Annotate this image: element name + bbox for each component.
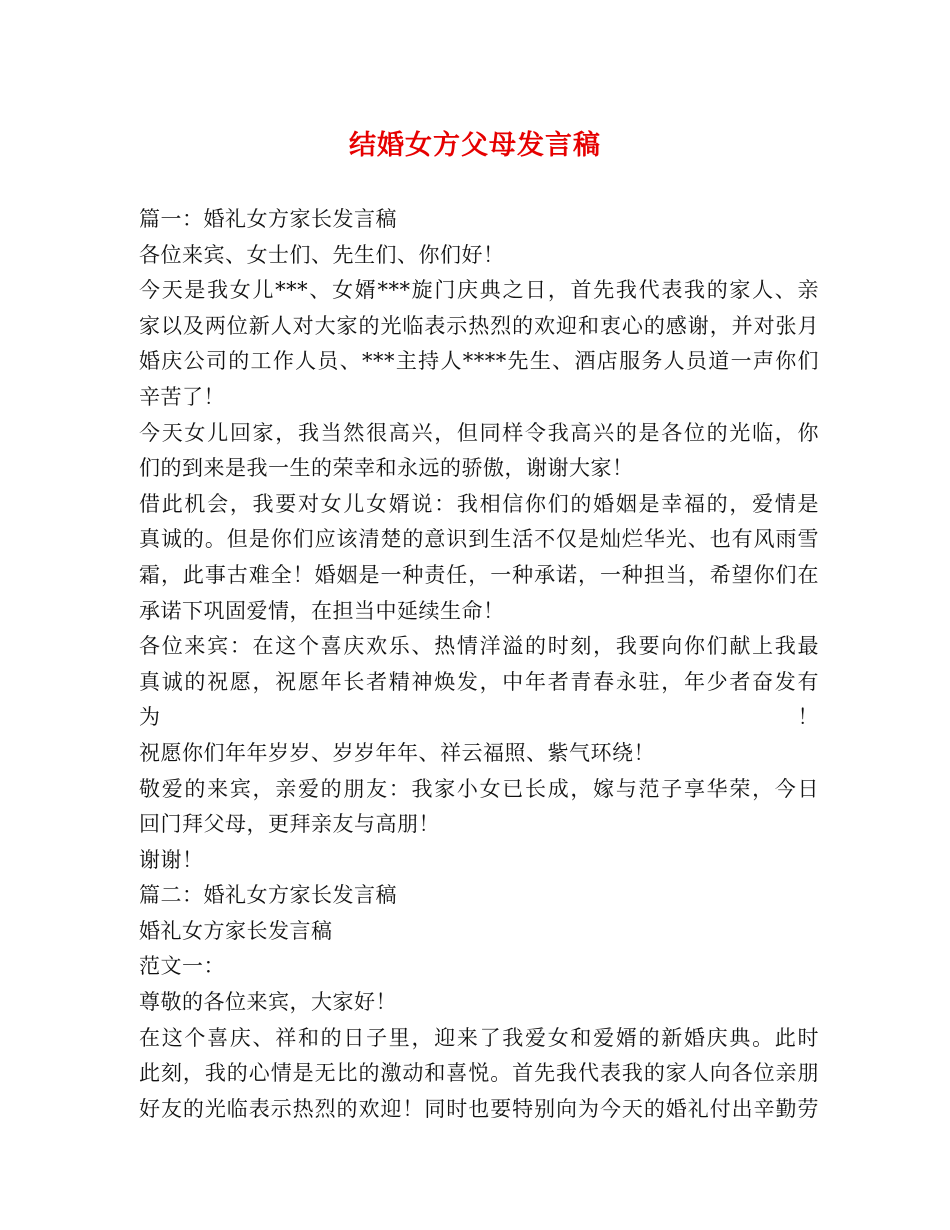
text-line: 们的到来是我一生的荣幸和永远的骄傲，谢谢大家！: [139, 456, 634, 481]
text-line: 真诚的祝愿，祝愿年长者精神焕发，中年者青春永驻，年少者奋发有为！: [139, 669, 819, 730]
text-line: 敬爱的来宾，亲爱的朋友：我家小女已长成，嫁与范子享华荣，今日: [139, 776, 819, 801]
text-line: 辛苦了！: [139, 384, 225, 409]
text-line: 各位来宾：在这个喜庆欢乐、热情洋溢的时刻，我要向你们献上我最: [139, 634, 819, 659]
page-title: 结婚女方父母发言稿: [349, 130, 601, 161]
text-line: 范文一：: [139, 954, 225, 979]
text-line: 家以及两位新人对大家的光临表示热烈的欢迎和衷心的感谢，并对张月: [139, 313, 819, 338]
text-line: 篇二：婚礼女方家长发言稿: [139, 883, 397, 908]
text-line: 谢谢！: [139, 847, 204, 872]
text-line: 今天是我女儿***、女婿***旋门庆典之日，首先我代表我的家人、亲: [139, 278, 819, 303]
text-line: 借此机会，我要对女儿女婿说：我相信你们的婚姻是幸福的，爱情是: [139, 491, 819, 516]
text-line: 真诚的。但是你们应该清楚的意识到生活不仅是灿烂华光、也有风雨雪: [139, 527, 819, 552]
text-line: 此刻，我的心情是无比的激动和喜悦。首先我代表我的家人向各位亲朋: [139, 1061, 819, 1086]
text-line: 好友的光临表示热烈的欢迎！同时也要特别向为今天的婚礼付出辛勤劳: [139, 1096, 819, 1121]
text-line: 祝愿你们年年岁岁、岁岁年年、祥云福照、紫气环绕！: [139, 740, 655, 765]
text-line: 霜，此事古难全！婚姻是一种责任，一种承诺，一种担当，希望你们在: [139, 562, 819, 587]
document-body: [139, 202, 819, 1127]
text-line: 婚庆公司的工作人员、***主持人****先生、酒店服务人员道一声你们: [139, 349, 819, 374]
text-line: 今天女儿回家，我当然很高兴，但同样令我高兴的是各位的光临，你: [139, 420, 819, 445]
text-line: 篇一：婚礼女方家长发言稿: [139, 207, 397, 231]
text-line: 在这个喜庆、祥和的日子里，迎来了我爱女和爱婿的新婚庆典。此时: [139, 1025, 819, 1050]
text-line: 各位来宾、女士们、先生们、你们好！: [139, 242, 505, 267]
text-line: 尊敬的各位来宾，大家好！: [139, 990, 397, 1015]
text-line: 婚礼女方家长发言稿: [139, 918, 333, 943]
text-line: 承诺下巩固爱情，在担当中延续生命！: [139, 598, 505, 623]
text-line: 回门拜父母，更拜亲友与高朋！: [139, 812, 440, 837]
